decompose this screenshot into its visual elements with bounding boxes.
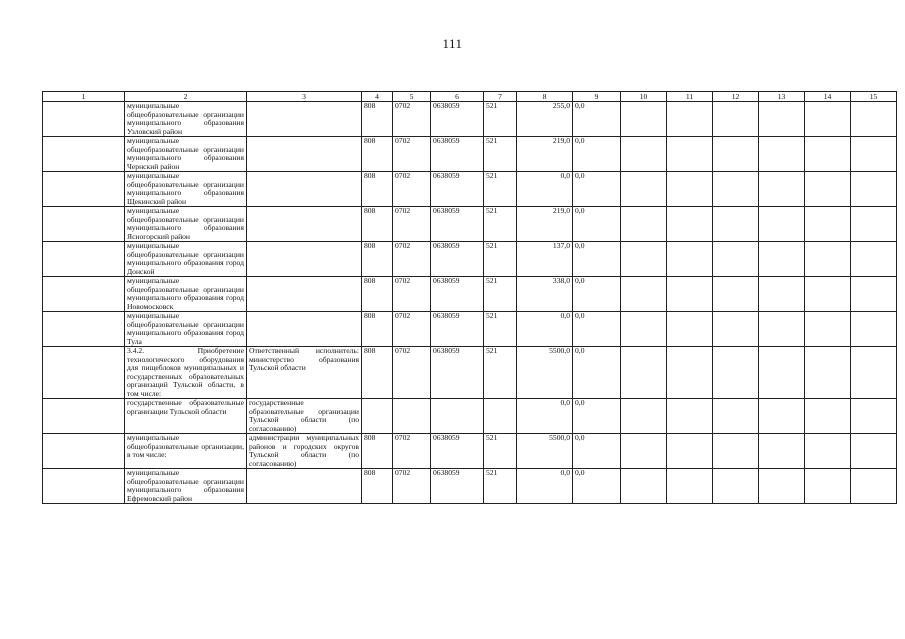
cell-col-5-section: 0702	[393, 469, 431, 504]
cell-col-8-amount: 0,0	[517, 172, 573, 207]
cell-col-14	[805, 172, 851, 207]
cell-col-1	[43, 434, 125, 469]
cell-col-9-amount: 0,0	[573, 312, 621, 347]
cell-col-6-article: 0638059	[431, 434, 484, 469]
cell-col-6-article: 0638059	[431, 347, 484, 399]
cell-col-8-amount: 137,0	[517, 242, 573, 277]
cell-col-8-amount: 0,0	[517, 312, 573, 347]
cell-col-7-type: 521	[484, 242, 517, 277]
cell-col-3-executor	[247, 102, 362, 137]
cell-col-2-name: муниципальные общеобразовательные организации муниципального образования Ясногорский район	[125, 207, 247, 242]
cell-col-5-section: 0702	[393, 312, 431, 347]
cell-col-5-section: 0702	[393, 242, 431, 277]
cell-col-14	[805, 399, 851, 434]
cell-col-7-type: 521	[484, 207, 517, 242]
table-row	[43, 469, 897, 504]
cell-col-3-executor: Ответственный исполнитель: министерство образования Тульской области	[247, 347, 362, 399]
cell-col-15	[851, 399, 897, 434]
column-header: 7	[484, 92, 517, 102]
cell-col-3-executor	[247, 277, 362, 312]
cell-col-5-section: 0702	[393, 172, 431, 207]
cell-col-14	[805, 102, 851, 137]
cell-col-4-code: 808	[362, 102, 393, 137]
cell-col-1	[43, 172, 125, 207]
cell-col-6-article: 0638059	[431, 469, 484, 504]
cell-col-11	[667, 172, 713, 207]
header-row	[43, 92, 897, 102]
cell-col-10	[621, 102, 667, 137]
cell-col-13	[759, 277, 805, 312]
cell-col-5-section: 0702	[393, 207, 431, 242]
cell-col-8-amount: 219,0	[517, 137, 573, 172]
cell-col-13	[759, 172, 805, 207]
cell-col-9-amount: 0,0	[573, 102, 621, 137]
cell-col-8-amount: 0,0	[517, 469, 573, 504]
cell-col-8-amount: 255,0	[517, 102, 573, 137]
cell-col-13	[759, 137, 805, 172]
cell-col-10	[621, 242, 667, 277]
table-row	[43, 242, 897, 277]
cell-col-1	[43, 277, 125, 312]
cell-col-2-name: муниципальные общеобразовательные организации муниципального образования Ефремовский район	[125, 469, 247, 504]
table-row	[43, 207, 897, 242]
cell-col-13	[759, 469, 805, 504]
cell-col-2-name: государственные образовательные организации Тульской области	[125, 399, 247, 434]
cell-col-6-article: 0638059	[431, 172, 484, 207]
column-header: 12	[713, 92, 759, 102]
cell-col-15	[851, 137, 897, 172]
column-header: 11	[667, 92, 713, 102]
cell-col-9-amount: 0,0	[573, 347, 621, 399]
page-number: 111	[442, 36, 463, 51]
cell-col-1	[43, 399, 125, 434]
cell-col-9-amount: 0,0	[573, 207, 621, 242]
cell-col-5-section: 0702	[393, 102, 431, 137]
cell-col-1	[43, 347, 125, 399]
cell-col-8-amount: 0,0	[517, 399, 573, 434]
cell-col-12	[713, 242, 759, 277]
cell-col-11	[667, 434, 713, 469]
cell-col-10	[621, 312, 667, 347]
cell-col-1	[43, 207, 125, 242]
cell-col-11	[667, 347, 713, 399]
cell-col-5-section: 0702	[393, 137, 431, 172]
cell-col-14	[805, 137, 851, 172]
cell-col-11	[667, 102, 713, 137]
column-header: 10	[621, 92, 667, 102]
column-header: 8	[517, 92, 573, 102]
cell-col-4-code: 808	[362, 312, 393, 347]
table-row	[43, 277, 897, 312]
cell-col-14	[805, 434, 851, 469]
cell-col-10	[621, 137, 667, 172]
cell-col-3-executor	[247, 207, 362, 242]
cell-col-9-amount: 0,0	[573, 137, 621, 172]
cell-col-3-executor: администрации муниципальных районов и городских округов Тульской области (по согласованию)	[247, 434, 362, 469]
cell-col-10	[621, 172, 667, 207]
cell-col-9-amount: 0,0	[573, 172, 621, 207]
cell-col-5-section: 0702	[393, 277, 431, 312]
cell-col-15	[851, 434, 897, 469]
cell-col-15	[851, 469, 897, 504]
column-header: 2	[125, 92, 247, 102]
cell-col-11	[667, 242, 713, 277]
cell-col-10	[621, 277, 667, 312]
cell-col-11	[667, 399, 713, 434]
table-row	[43, 172, 897, 207]
cell-col-12	[713, 312, 759, 347]
cell-col-6-article	[431, 399, 484, 434]
cell-col-2-name: муниципальные общеобразовательные организации муниципального образования Чернский район	[125, 137, 247, 172]
cell-col-13	[759, 312, 805, 347]
table-row	[43, 137, 897, 172]
cell-col-9-amount: 0,0	[573, 242, 621, 277]
budget-table-container	[42, 91, 896, 504]
column-header: 5	[393, 92, 431, 102]
budget-table	[42, 91, 897, 504]
cell-col-11	[667, 312, 713, 347]
cell-col-12	[713, 469, 759, 504]
cell-col-7-type: 521	[484, 312, 517, 347]
cell-col-7-type: 521	[484, 277, 517, 312]
column-header: 4	[362, 92, 393, 102]
cell-col-9-amount: 0,0	[573, 399, 621, 434]
cell-col-1	[43, 312, 125, 347]
cell-col-7-type: 521	[484, 172, 517, 207]
cell-col-6-article: 0638059	[431, 137, 484, 172]
cell-col-2-name: муниципальные общеобразовательные организации, в том числе:	[125, 434, 247, 469]
cell-col-15	[851, 242, 897, 277]
cell-col-11	[667, 469, 713, 504]
column-header: 3	[247, 92, 362, 102]
cell-col-11	[667, 137, 713, 172]
cell-col-4-code: 808	[362, 277, 393, 312]
cell-col-2-name: муниципальные общеобразовательные организации муниципального образования Щекинский район	[125, 172, 247, 207]
cell-col-15	[851, 207, 897, 242]
cell-col-14	[805, 242, 851, 277]
cell-col-1	[43, 469, 125, 504]
column-header: 14	[805, 92, 851, 102]
cell-col-14	[805, 469, 851, 504]
cell-col-3-executor	[247, 172, 362, 207]
cell-col-2-name: муниципальные общеобразовательные организации муниципального образования город Тула	[125, 312, 247, 347]
cell-col-6-article: 0638059	[431, 102, 484, 137]
cell-col-1	[43, 242, 125, 277]
cell-col-4-code: 808	[362, 242, 393, 277]
cell-col-12	[713, 347, 759, 399]
cell-col-5-section	[393, 399, 431, 434]
cell-col-14	[805, 207, 851, 242]
cell-col-7-type: 521	[484, 137, 517, 172]
cell-col-3-executor	[247, 137, 362, 172]
cell-col-7-type: 521	[484, 469, 517, 504]
cell-col-3-executor	[247, 242, 362, 277]
cell-col-4-code: 808	[362, 347, 393, 399]
cell-col-9-amount: 0,0	[573, 277, 621, 312]
column-header: 15	[851, 92, 897, 102]
table-row	[43, 399, 897, 434]
cell-col-1	[43, 102, 125, 137]
table-row	[43, 347, 897, 399]
cell-col-4-code: 808	[362, 172, 393, 207]
cell-col-2-name: муниципальные общеобразовательные организации муниципального образования город Донской	[125, 242, 247, 277]
cell-col-2-name: муниципальные общеобразовательные организации муниципального образования Узловский район	[125, 102, 247, 137]
cell-col-12	[713, 207, 759, 242]
cell-col-4-code: 808	[362, 434, 393, 469]
cell-col-12	[713, 277, 759, 312]
cell-col-6-article: 0638059	[431, 242, 484, 277]
cell-col-7-type: 521	[484, 102, 517, 137]
cell-col-13	[759, 102, 805, 137]
column-header: 1	[43, 92, 125, 102]
cell-col-12	[713, 172, 759, 207]
column-header: 6	[431, 92, 484, 102]
cell-col-9-amount: 0,0	[573, 434, 621, 469]
table-body	[43, 102, 897, 504]
cell-col-7-type: 521	[484, 347, 517, 399]
cell-col-9-amount: 0,0	[573, 469, 621, 504]
table-row	[43, 102, 897, 137]
cell-col-13	[759, 347, 805, 399]
cell-col-3-executor	[247, 312, 362, 347]
cell-col-6-article: 0638059	[431, 277, 484, 312]
cell-col-5-section: 0702	[393, 347, 431, 399]
table-row	[43, 434, 897, 469]
cell-col-2-name: муниципальные общеобразовательные организации муниципального образования город Новомосковск	[125, 277, 247, 312]
cell-col-4-code: 808	[362, 137, 393, 172]
cell-col-14	[805, 277, 851, 312]
cell-col-3-executor	[247, 469, 362, 504]
cell-col-10	[621, 469, 667, 504]
cell-col-15	[851, 347, 897, 399]
cell-col-14	[805, 312, 851, 347]
cell-col-10	[621, 207, 667, 242]
cell-col-7-type: 521	[484, 434, 517, 469]
column-header: 13	[759, 92, 805, 102]
cell-col-6-article: 0638059	[431, 207, 484, 242]
cell-col-13	[759, 207, 805, 242]
cell-col-15	[851, 172, 897, 207]
cell-col-1	[43, 137, 125, 172]
cell-col-10	[621, 434, 667, 469]
cell-col-2-name: 3.4.2. Приобретение технологического оборудования для пищеблоков муниципальных и государственных образовательных организаций Тульской области, в том числе:	[125, 347, 247, 399]
cell-col-13	[759, 434, 805, 469]
cell-col-4-code: 808	[362, 469, 393, 504]
cell-col-4-code: 808	[362, 207, 393, 242]
cell-col-11	[667, 207, 713, 242]
cell-col-15	[851, 102, 897, 137]
cell-col-10	[621, 347, 667, 399]
cell-col-10	[621, 399, 667, 434]
cell-col-14	[805, 347, 851, 399]
cell-col-11	[667, 277, 713, 312]
cell-col-13	[759, 242, 805, 277]
cell-col-6-article: 0638059	[431, 312, 484, 347]
cell-col-15	[851, 277, 897, 312]
column-header: 9	[573, 92, 621, 102]
cell-col-8-amount: 5500,0	[517, 434, 573, 469]
cell-col-15	[851, 312, 897, 347]
cell-col-12	[713, 399, 759, 434]
cell-col-8-amount: 219,0	[517, 207, 573, 242]
cell-col-12	[713, 137, 759, 172]
cell-col-5-section: 0702	[393, 434, 431, 469]
cell-col-12	[713, 434, 759, 469]
cell-col-8-amount: 5500,0	[517, 347, 573, 399]
cell-col-13	[759, 399, 805, 434]
cell-col-7-type	[484, 399, 517, 434]
cell-col-4-code	[362, 399, 393, 434]
cell-col-12	[713, 102, 759, 137]
table-row	[43, 312, 897, 347]
cell-col-3-executor: государственные образовательные организации Тульской области (по согласованию)	[247, 399, 362, 434]
cell-col-8-amount: 338,0	[517, 277, 573, 312]
